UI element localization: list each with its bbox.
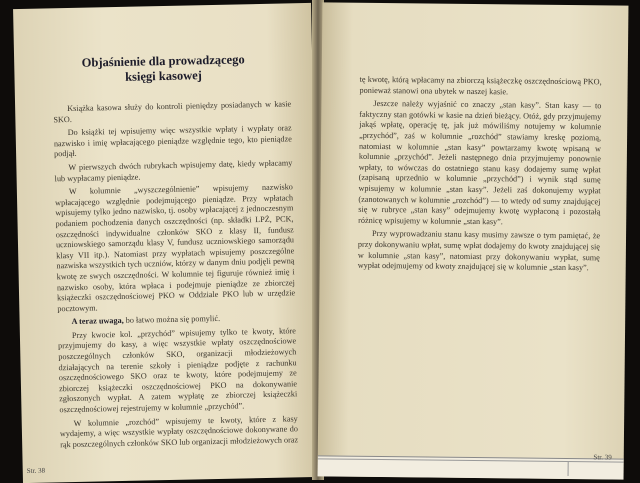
left-column-text xyxy=(15,99,320,452)
notice-bold: A teraz uwaga, xyxy=(71,316,124,327)
paragraph: Do książki tej wpisujemy więc wszystkie wpłaty i wypłaty oraz nazwisko i imię wpłacającego pieniądze względnie tego, kto pieniądze podjął. xyxy=(53,123,292,159)
title-line-2: księgi kasowej xyxy=(124,68,203,84)
paragraph: Książka kasowa służy do kontroli pieniędzy posiadanych w kasie SKO. xyxy=(53,99,292,124)
paragraph: W pierwszych dwóch rubrykach wpisujemy datę, kiedy wpłacamy lub wypłacamy pieniądze. xyxy=(54,158,293,183)
ledger-strip xyxy=(318,455,624,479)
paragraph: Przy kwocie kol. „przychód” wpisujemy tylko te kwoty, które przyjmujemy do kasy, a więc wszystkie wpłaty oszczędnościowe poszczególnych członków SKO, organizacji młodzieżowych działających na terenie szkoły i pieniądze podjęte z rachunku oszczędnościowego SKO oraz te kwoty, które podejmujemy ze zbiorczej książeczki oszczędnościowej PKO na dokonywanie zgłoszonych wypłat. A zatem wypłatę ze zbiorczej książeczki oszczędnościowej rejestrujemy w kolumnie „przychód”. xyxy=(58,326,298,415)
paragraph: Przy wyprowadzaniu stanu kasy musimy zawsze o tym pamiętać, że przy dokonywaniu wpłat, sumę wpłat dodajemy do kwoty znajdującej się w kolumnie „stan kasy”, natomiast przy dokonywaniu wypłat, sumę wypłat odejmujemy od kwoty znajdującej się w kolumnie „stan kasy”. xyxy=(357,229,601,273)
paragraph: W kolumnie „wyszczególnienie” wpisujemy nazwisko wpłacającego względnie podejmującego pieniądze. Przy wpłatach wpisujemy tylko jedno nazwisko, tj. osoby wpłacającej z jednoczesnym podaniem pochodzenia danych oszczędności (np. składki LPŻ, PCK, oszczędności indywidualne członków SKO z klasy II, fundusz uczniowskiego samorządu klasy V, fundusz uczniowskiego samorządu klasy VII itp.). Natomiast przy wypłatach wpisujemy poszczególne nazwiska wszystkich tych uczniów, którzy w danym dniu podjęli pewną kwotę ze swych oszczędności. W kolumnie tej figuruje również imię i nazwisko osoby, która wpłaca i podejmuje pieniądze ze zbiorczej książeczki oszczędnościowej PKO w Oddziale PKO lub w urzędzie pocztowym. xyxy=(55,182,296,313)
page-title xyxy=(14,51,313,87)
paragraph: tę kwotę, którą wpłacamy na zbiorczą książeczkę oszczędnościową PKO, ponieważ stanowi ona ubytek w naszej kasie. xyxy=(359,74,602,96)
paragraph: Jeszcze należy wyjaśnić co znaczy „stan kasy”. Stan kasy — to faktyczny stan gotówki w kasie na dzień bieżący. Otóż, gdy przyjmujemy jakąś wpłatę, operację tę, jak już mówiliśmy notujemy w kolumnie „przychód”, zaś w kolumnie „rozchód” stawiamy kreskę poziomą, natomiast w kolumnie „stan kasy” powtarzamy kwotę wpisaną w kolumnie „przychód”. Jeżeli następnego dnia przyjmujemy ponownie wpłaty, to wówczas do ostatniego stanu kasy dodajemy sumę wpłat (zapisaną uprzednio w kolumnie „przychód”) i wynik stąd sumę wpisujemy w kolumnie „stan kasy”. Jeżeli zaś dokonujemy wypłat (zanotowanych w kolumnie „rozchód”) — to wtedy od sumy znajdującej się w rubryce „stan kasy” odejmujemy kwotę wypłaconą i pozostałą różnicę wpisujemy w kolumnie „stan kasy”. xyxy=(358,99,602,227)
left-page xyxy=(13,3,321,483)
notice-paragraph xyxy=(58,313,296,329)
title-line-1: Objaśnienie dla prowadzącego xyxy=(81,52,245,70)
page-number-left: Str. 38 xyxy=(26,466,46,475)
right-column-text xyxy=(320,2,629,274)
right-page xyxy=(318,2,629,479)
page-number-right: Str. 39 xyxy=(593,453,612,462)
notice-rest: bo łatwo można się pomylić. xyxy=(125,314,221,326)
paragraph: W kolumnie „rozchód” wpisujemy te kwoty, które z kasy wydajemy, a więc wszystkie wypłaty oszczędnościowe dokonywane do rąk poszczególnych członków SKO lub organizacji młodzieżowych oraz xyxy=(59,413,299,450)
